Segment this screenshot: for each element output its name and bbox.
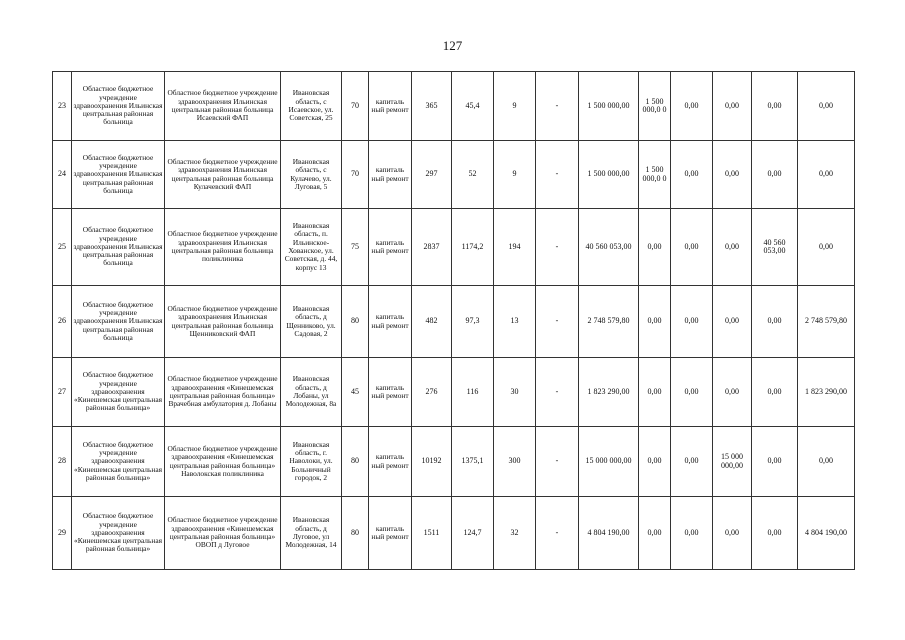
wear-percent: 80	[342, 286, 369, 358]
cost-year-2: 0,00	[671, 72, 713, 141]
dash-value: -	[536, 72, 579, 141]
total-cost: 1 500 000,00	[579, 72, 639, 141]
count-value: 30	[494, 358, 536, 427]
wear-percent: 75	[342, 209, 369, 286]
cost-year-1: 1 500 000,0 0	[639, 72, 671, 141]
customer-name: Областное бюджетное учреждение здравоохранения «Кинешемская центральная районная больница»	[72, 427, 165, 497]
cost-year-2: 0,00	[671, 427, 713, 497]
row-number: 23	[53, 72, 72, 141]
customer-name: Областное бюджетное учреждение здравоохранения Ильинская центральная районная больница	[72, 209, 165, 286]
total-cost: 1 500 000,00	[579, 141, 639, 209]
cost-year-5: 4 804 190,00	[798, 497, 855, 570]
cost-year-4: 0,00	[752, 286, 798, 358]
cost-year-4: 0,00	[752, 358, 798, 427]
work-type: капиталь ный ремонт	[369, 141, 412, 209]
cost-year-3: 0,00	[713, 358, 752, 427]
object-address: Ивановская область, г. Наволоки, ул. Больничный городок, 2	[281, 427, 342, 497]
customer-name: Областное бюджетное учреждение здравоохранения Ильинская центральная районная больница	[72, 141, 165, 209]
wear-percent: 80	[342, 427, 369, 497]
customer-name: Областное бюджетное учреждение здравоохранения Ильинская центральная районная больница	[72, 286, 165, 358]
work-type: капиталь ный ремонт	[369, 497, 412, 570]
cost-year-4: 0,00	[752, 141, 798, 209]
customer-name: Областное бюджетное учреждение здравоохранения «Кинешемская центральная районная больница»	[72, 358, 165, 427]
count-value: 13	[494, 286, 536, 358]
cost-year-1: 1 500 000,0 0	[639, 141, 671, 209]
object-name: Областное бюджетное учреждение здравоохранения «Кинешемская центральная районная больница» ОВОП д Луговое	[165, 497, 281, 570]
dash-value: -	[536, 209, 579, 286]
cost-year-3: 0,00	[713, 209, 752, 286]
object-address: Ивановская область, д Луговое, ул Молодежная, 14	[281, 497, 342, 570]
cost-year-3: 0,00	[713, 286, 752, 358]
wear-percent: 45	[342, 358, 369, 427]
table-row	[53, 72, 855, 141]
wear-percent: 70	[342, 141, 369, 209]
cost-year-5: 2 748 579,80	[798, 286, 855, 358]
object-name: Областное бюджетное учреждение здравоохранения «Кинешемская центральная районная больница» Наволокская поликлиника	[165, 427, 281, 497]
row-number: 25	[53, 209, 72, 286]
dash-value: -	[536, 358, 579, 427]
object-address: Ивановская область, с Кулачево, ул. Луговая, 5	[281, 141, 342, 209]
page-number: 127	[442, 38, 463, 53]
wear-percent: 80	[342, 497, 369, 570]
total-cost: 1 823 290,00	[579, 358, 639, 427]
area-value: 124,7	[452, 497, 494, 570]
count-value: 300	[494, 427, 536, 497]
cost-year-4: 0,00	[752, 427, 798, 497]
capacity-value: 10192	[412, 427, 452, 497]
object-name: Областное бюджетное учреждение здравоохранения Ильинская центральная районная больница Исаевский ФАП	[165, 72, 281, 141]
cost-year-4: 40 560 053,00	[752, 209, 798, 286]
cost-year-2: 0,00	[671, 497, 713, 570]
table-row	[53, 358, 855, 427]
count-value: 194	[494, 209, 536, 286]
total-cost: 2 748 579,80	[579, 286, 639, 358]
table-row	[53, 286, 855, 358]
cost-year-1: 0,00	[639, 427, 671, 497]
customer-name: Областное бюджетное учреждение здравоохранения Ильинская центральная районная больница	[72, 72, 165, 141]
cost-year-5: 0,00	[798, 209, 855, 286]
cost-year-1: 0,00	[639, 358, 671, 427]
capacity-value: 1511	[412, 497, 452, 570]
row-number: 26	[53, 286, 72, 358]
table-row	[53, 141, 855, 209]
cost-year-1: 0,00	[639, 497, 671, 570]
object-address: Ивановская область, с Исаевское, ул. Советская, 25	[281, 72, 342, 141]
work-type: капиталь ный ремонт	[369, 286, 412, 358]
cost-year-3: 0,00	[713, 141, 752, 209]
object-name: Областное бюджетное учреждение здравоохранения Ильинская центральная районная больница Кулачевский ФАП	[165, 141, 281, 209]
count-value: 9	[494, 141, 536, 209]
dash-value: -	[536, 286, 579, 358]
row-number: 27	[53, 358, 72, 427]
table-row	[53, 209, 855, 286]
total-cost: 40 560 053,00	[579, 209, 639, 286]
work-type: капиталь ный ремонт	[369, 427, 412, 497]
object-name: Областное бюджетное учреждение здравоохранения Ильинская центральная районная больница Щенниковский ФАП	[165, 286, 281, 358]
dash-value: -	[536, 427, 579, 497]
area-value: 1375,1	[452, 427, 494, 497]
work-type: капиталь ный ремонт	[369, 72, 412, 141]
cost-year-4: 0,00	[752, 497, 798, 570]
area-value: 97,3	[452, 286, 494, 358]
area-value: 116	[452, 358, 494, 427]
object-address: Ивановская область, д Лобаны, ул Молодежная, 8а	[281, 358, 342, 427]
wear-percent: 70	[342, 72, 369, 141]
cost-year-5: 1 823 290,00	[798, 358, 855, 427]
object-address: Ивановская область, д Щенниково, ул. Садовая, 2	[281, 286, 342, 358]
cost-year-2: 0,00	[671, 141, 713, 209]
row-number: 29	[53, 497, 72, 570]
capacity-value: 2837	[412, 209, 452, 286]
dash-value: -	[536, 141, 579, 209]
table-row	[53, 497, 855, 570]
row-number: 28	[53, 427, 72, 497]
cost-year-3: 0,00	[713, 497, 752, 570]
cost-year-1: 0,00	[639, 286, 671, 358]
total-cost: 15 000 000,00	[579, 427, 639, 497]
cost-year-4: 0,00	[752, 72, 798, 141]
object-name: Областное бюджетное учреждение здравоохранения «Кинешемская центральная районная больница» Врачебная амбулатория д. Лобаны	[165, 358, 281, 427]
area-value: 1174,2	[452, 209, 494, 286]
cost-year-3: 15 000 000,00	[713, 427, 752, 497]
capacity-value: 276	[412, 358, 452, 427]
capacity-value: 365	[412, 72, 452, 141]
customer-name: Областное бюджетное учреждение здравоохранения «Кинешемская центральная районная больница»	[72, 497, 165, 570]
dash-value: -	[536, 497, 579, 570]
cost-year-5: 0,00	[798, 141, 855, 209]
object-name: Областное бюджетное учреждение здравоохранения Ильинская центральная районная больница поликлиника	[165, 209, 281, 286]
cost-year-2: 0,00	[671, 209, 713, 286]
capacity-value: 297	[412, 141, 452, 209]
count-value: 32	[494, 497, 536, 570]
objects-table	[52, 71, 855, 570]
cost-year-1: 0,00	[639, 209, 671, 286]
cost-year-3: 0,00	[713, 72, 752, 141]
cost-year-5: 0,00	[798, 72, 855, 141]
count-value: 9	[494, 72, 536, 141]
object-address: Ивановская область, п. Ильинское-Хованское, ул. Советская, д. 44, корпус 13	[281, 209, 342, 286]
area-value: 52	[452, 141, 494, 209]
area-value: 45,4	[452, 72, 494, 141]
work-type: капиталь ный ремонт	[369, 209, 412, 286]
work-type: капиталь ный ремонт	[369, 358, 412, 427]
capacity-value: 482	[412, 286, 452, 358]
cost-year-2: 0,00	[671, 358, 713, 427]
row-number: 24	[53, 141, 72, 209]
table-row	[53, 427, 855, 497]
total-cost: 4 804 190,00	[579, 497, 639, 570]
cost-year-2: 0,00	[671, 286, 713, 358]
cost-year-5: 0,00	[798, 427, 855, 497]
